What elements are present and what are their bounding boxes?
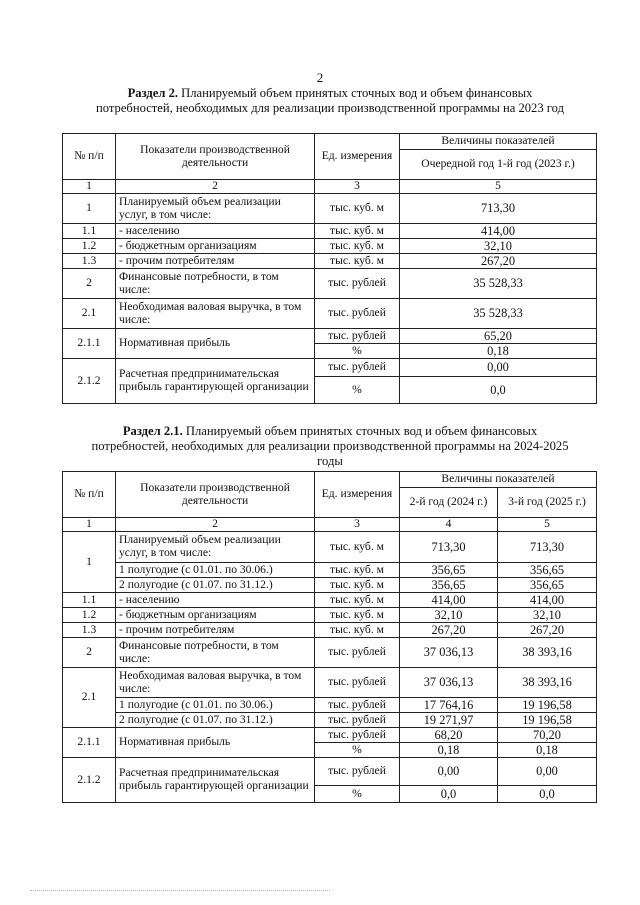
colnum: 2 — [116, 518, 315, 532]
row-unit: тыс. рублей — [315, 269, 400, 299]
row-name: - населению — [116, 593, 315, 608]
row-num: 2.1.2 — [63, 359, 116, 404]
colnum: 1 — [63, 518, 116, 532]
hdr-indicator: Показатели производственной деятельности — [116, 472, 315, 518]
value-2024: 356,65 — [400, 563, 498, 578]
row-unit: тыс. рублей — [315, 299, 400, 329]
row-num: 2.1.1 — [63, 329, 116, 359]
value-2025: 0,0 — [498, 786, 597, 803]
row-name: - населению — [116, 224, 315, 239]
row-unit: тыс. куб. м — [315, 578, 400, 593]
hdr-year-2024: 2-й год (2024 г.) — [400, 488, 498, 518]
section-2-table — [62, 133, 597, 404]
row-unit: тыс. рублей — [315, 668, 400, 698]
row-num: 2.1 — [63, 668, 116, 728]
row-name: Необходимая валовая выручка, в том числе: — [116, 668, 315, 698]
row-num: 1 — [63, 194, 116, 224]
value-2024: 32,10 — [400, 608, 498, 623]
value-2024: 713,30 — [400, 532, 498, 563]
row-value: 65,20 — [400, 329, 597, 344]
row-num: 2.1 — [63, 299, 116, 329]
section-2-1-title: Планируемый объем принятых сточных вод и объем финансовых потребностей, необходимых для реализации производственной программы на 2024-2025 годы — [91, 424, 569, 468]
colnum: 3 — [315, 518, 400, 532]
row-num: 2 — [63, 638, 116, 668]
value-2025: 267,20 — [498, 623, 597, 638]
row-name: - прочим потребителям — [116, 254, 315, 269]
row-name: Нормативная прибыль — [116, 728, 315, 758]
row-unit: тыс. куб. м — [315, 224, 400, 239]
value-2025: 70,20 — [498, 728, 597, 743]
colnum: 5 — [400, 180, 597, 194]
value-2024: 68,20 — [400, 728, 498, 743]
value-2024: 267,20 — [400, 623, 498, 638]
row-unit: тыс. рублей — [315, 728, 400, 743]
footer-rule — [30, 890, 330, 892]
section-2-label: Раздел 2. — [127, 86, 179, 100]
value-2025: 38 393,16 — [498, 668, 597, 698]
colnum: 1 — [63, 180, 116, 194]
row-num: 1 — [63, 532, 116, 593]
row-value: 267,20 — [400, 254, 597, 269]
row-num: 1.3 — [63, 623, 116, 638]
value-2024: 37 036,13 — [400, 668, 498, 698]
row-num: 1.2 — [63, 239, 116, 254]
row-value: 35 528,33 — [400, 269, 597, 299]
row-name: 2 полугодие (с 01.07. по 31.12.) — [116, 713, 315, 728]
hdr-num: № п/п — [63, 472, 116, 518]
hdr-year-2025: 3-й год (2025 г.) — [498, 488, 597, 518]
row-value: 35 528,33 — [400, 299, 597, 329]
row-unit: тыс. куб. м — [315, 239, 400, 254]
value-2025: 414,00 — [498, 593, 597, 608]
row-unit: тыс. рублей — [315, 758, 400, 786]
row-unit: тыс. куб. м — [315, 532, 400, 563]
value-2025: 19 196,58 — [498, 698, 597, 713]
hdr-unit: Ед. измерения — [315, 472, 400, 518]
section-2-1-heading — [90, 424, 570, 468]
row-name: Планируемый объем реализации услуг, в том числе: — [116, 194, 315, 224]
value-2025: 38 393,16 — [498, 638, 597, 668]
row-name: 1 полугодие (с 01.01. по 30.06.) — [116, 563, 315, 578]
value-2024: 19 271,97 — [400, 713, 498, 728]
value-2025: 0,18 — [498, 743, 597, 758]
hdr-year: Очередной год 1-й год (2023 г.) — [400, 150, 597, 180]
value-2024: 17 764,16 — [400, 698, 498, 713]
value-2025: 32,10 — [498, 608, 597, 623]
row-unit: % — [315, 786, 400, 803]
row-name: Необходимая валовая выручка, в том числе: — [116, 299, 315, 329]
row-unit: тыс. куб. м — [315, 194, 400, 224]
row-num: 1.1 — [63, 593, 116, 608]
value-2024: 0,18 — [400, 743, 498, 758]
hdr-values: Величины показателей — [400, 134, 597, 150]
section-2-heading — [90, 86, 570, 116]
row-unit: % — [315, 377, 400, 404]
row-unit: тыс. куб. м — [315, 563, 400, 578]
row-num: 2.1.1 — [63, 728, 116, 758]
row-value: 32,10 — [400, 239, 597, 254]
row-unit: % — [315, 743, 400, 758]
value-2025: 356,65 — [498, 578, 597, 593]
row-name: 2 полугодие (с 01.07. по 31.12.) — [116, 578, 315, 593]
row-name: Планируемый объем реализации услуг, в том числе: — [116, 532, 315, 563]
row-name: - прочим потребителям — [116, 623, 315, 638]
row-value: 713,30 — [400, 194, 597, 224]
page-number: 2 — [316, 70, 324, 85]
row-name: Расчетная предпринимательская прибыль гарантирующей организации — [116, 359, 315, 404]
hdr-indicator: Показатели производственной деятельности — [116, 134, 315, 180]
row-name: Расчетная предпринимательская прибыль гарантирующей организации — [116, 758, 315, 803]
value-2025: 713,30 — [498, 532, 597, 563]
row-name: - бюджетным организациям — [116, 608, 315, 623]
value-2025: 19 196,58 — [498, 713, 597, 728]
hdr-unit: Ед. измерения — [315, 134, 400, 180]
row-value: 0,00 — [400, 359, 597, 377]
value-2025: 0,00 — [498, 758, 597, 786]
row-name: 1 полугодие (с 01.01. по 30.06.) — [116, 698, 315, 713]
colnum: 4 — [400, 518, 498, 532]
value-2025: 356,65 — [498, 563, 597, 578]
row-name: Нормативная прибыль — [116, 329, 315, 359]
row-unit: тыс. рублей — [315, 638, 400, 668]
section-2-title: Планируемый объем принятых сточных вод и объем финансовых потребностей, необходимых для реализации производственной программы на 2023 год — [96, 86, 564, 115]
value-2024: 414,00 — [400, 593, 498, 608]
value-2024: 0,0 — [400, 786, 498, 803]
row-unit: тыс. куб. м — [315, 593, 400, 608]
section-2-1-table — [62, 471, 597, 803]
value-2024: 356,65 — [400, 578, 498, 593]
row-value: 0,0 — [400, 377, 597, 404]
row-unit: тыс. куб. м — [315, 254, 400, 269]
row-num: 1.3 — [63, 254, 116, 269]
row-unit: тыс. рублей — [315, 698, 400, 713]
colnum: 5 — [498, 518, 597, 532]
row-unit: тыс. рублей — [315, 713, 400, 728]
row-num: 2 — [63, 269, 116, 299]
row-name: Финансовые потребности, в том числе: — [116, 269, 315, 299]
value-2024: 0,00 — [400, 758, 498, 786]
colnum: 2 — [116, 180, 315, 194]
colnum: 3 — [315, 180, 400, 194]
row-num: 1.1 — [63, 224, 116, 239]
row-unit: тыс. куб. м — [315, 623, 400, 638]
row-name: Финансовые потребности, в том числе: — [116, 638, 315, 668]
row-num: 1.2 — [63, 608, 116, 623]
row-value: 0,18 — [400, 344, 597, 359]
hdr-num: № п/п — [63, 134, 116, 180]
value-2024: 37 036,13 — [400, 638, 498, 668]
row-name: - бюджетным организациям — [116, 239, 315, 254]
hdr-values: Величины показателей — [400, 472, 597, 488]
row-unit: тыс. рублей — [315, 359, 400, 377]
row-unit: тыс. рублей — [315, 329, 400, 344]
row-unit: тыс. куб. м — [315, 608, 400, 623]
section-2-1-label: Раздел 2.1. — [122, 424, 183, 438]
row-num: 2.1.2 — [63, 758, 116, 803]
row-value: 414,00 — [400, 224, 597, 239]
row-unit: % — [315, 344, 400, 359]
